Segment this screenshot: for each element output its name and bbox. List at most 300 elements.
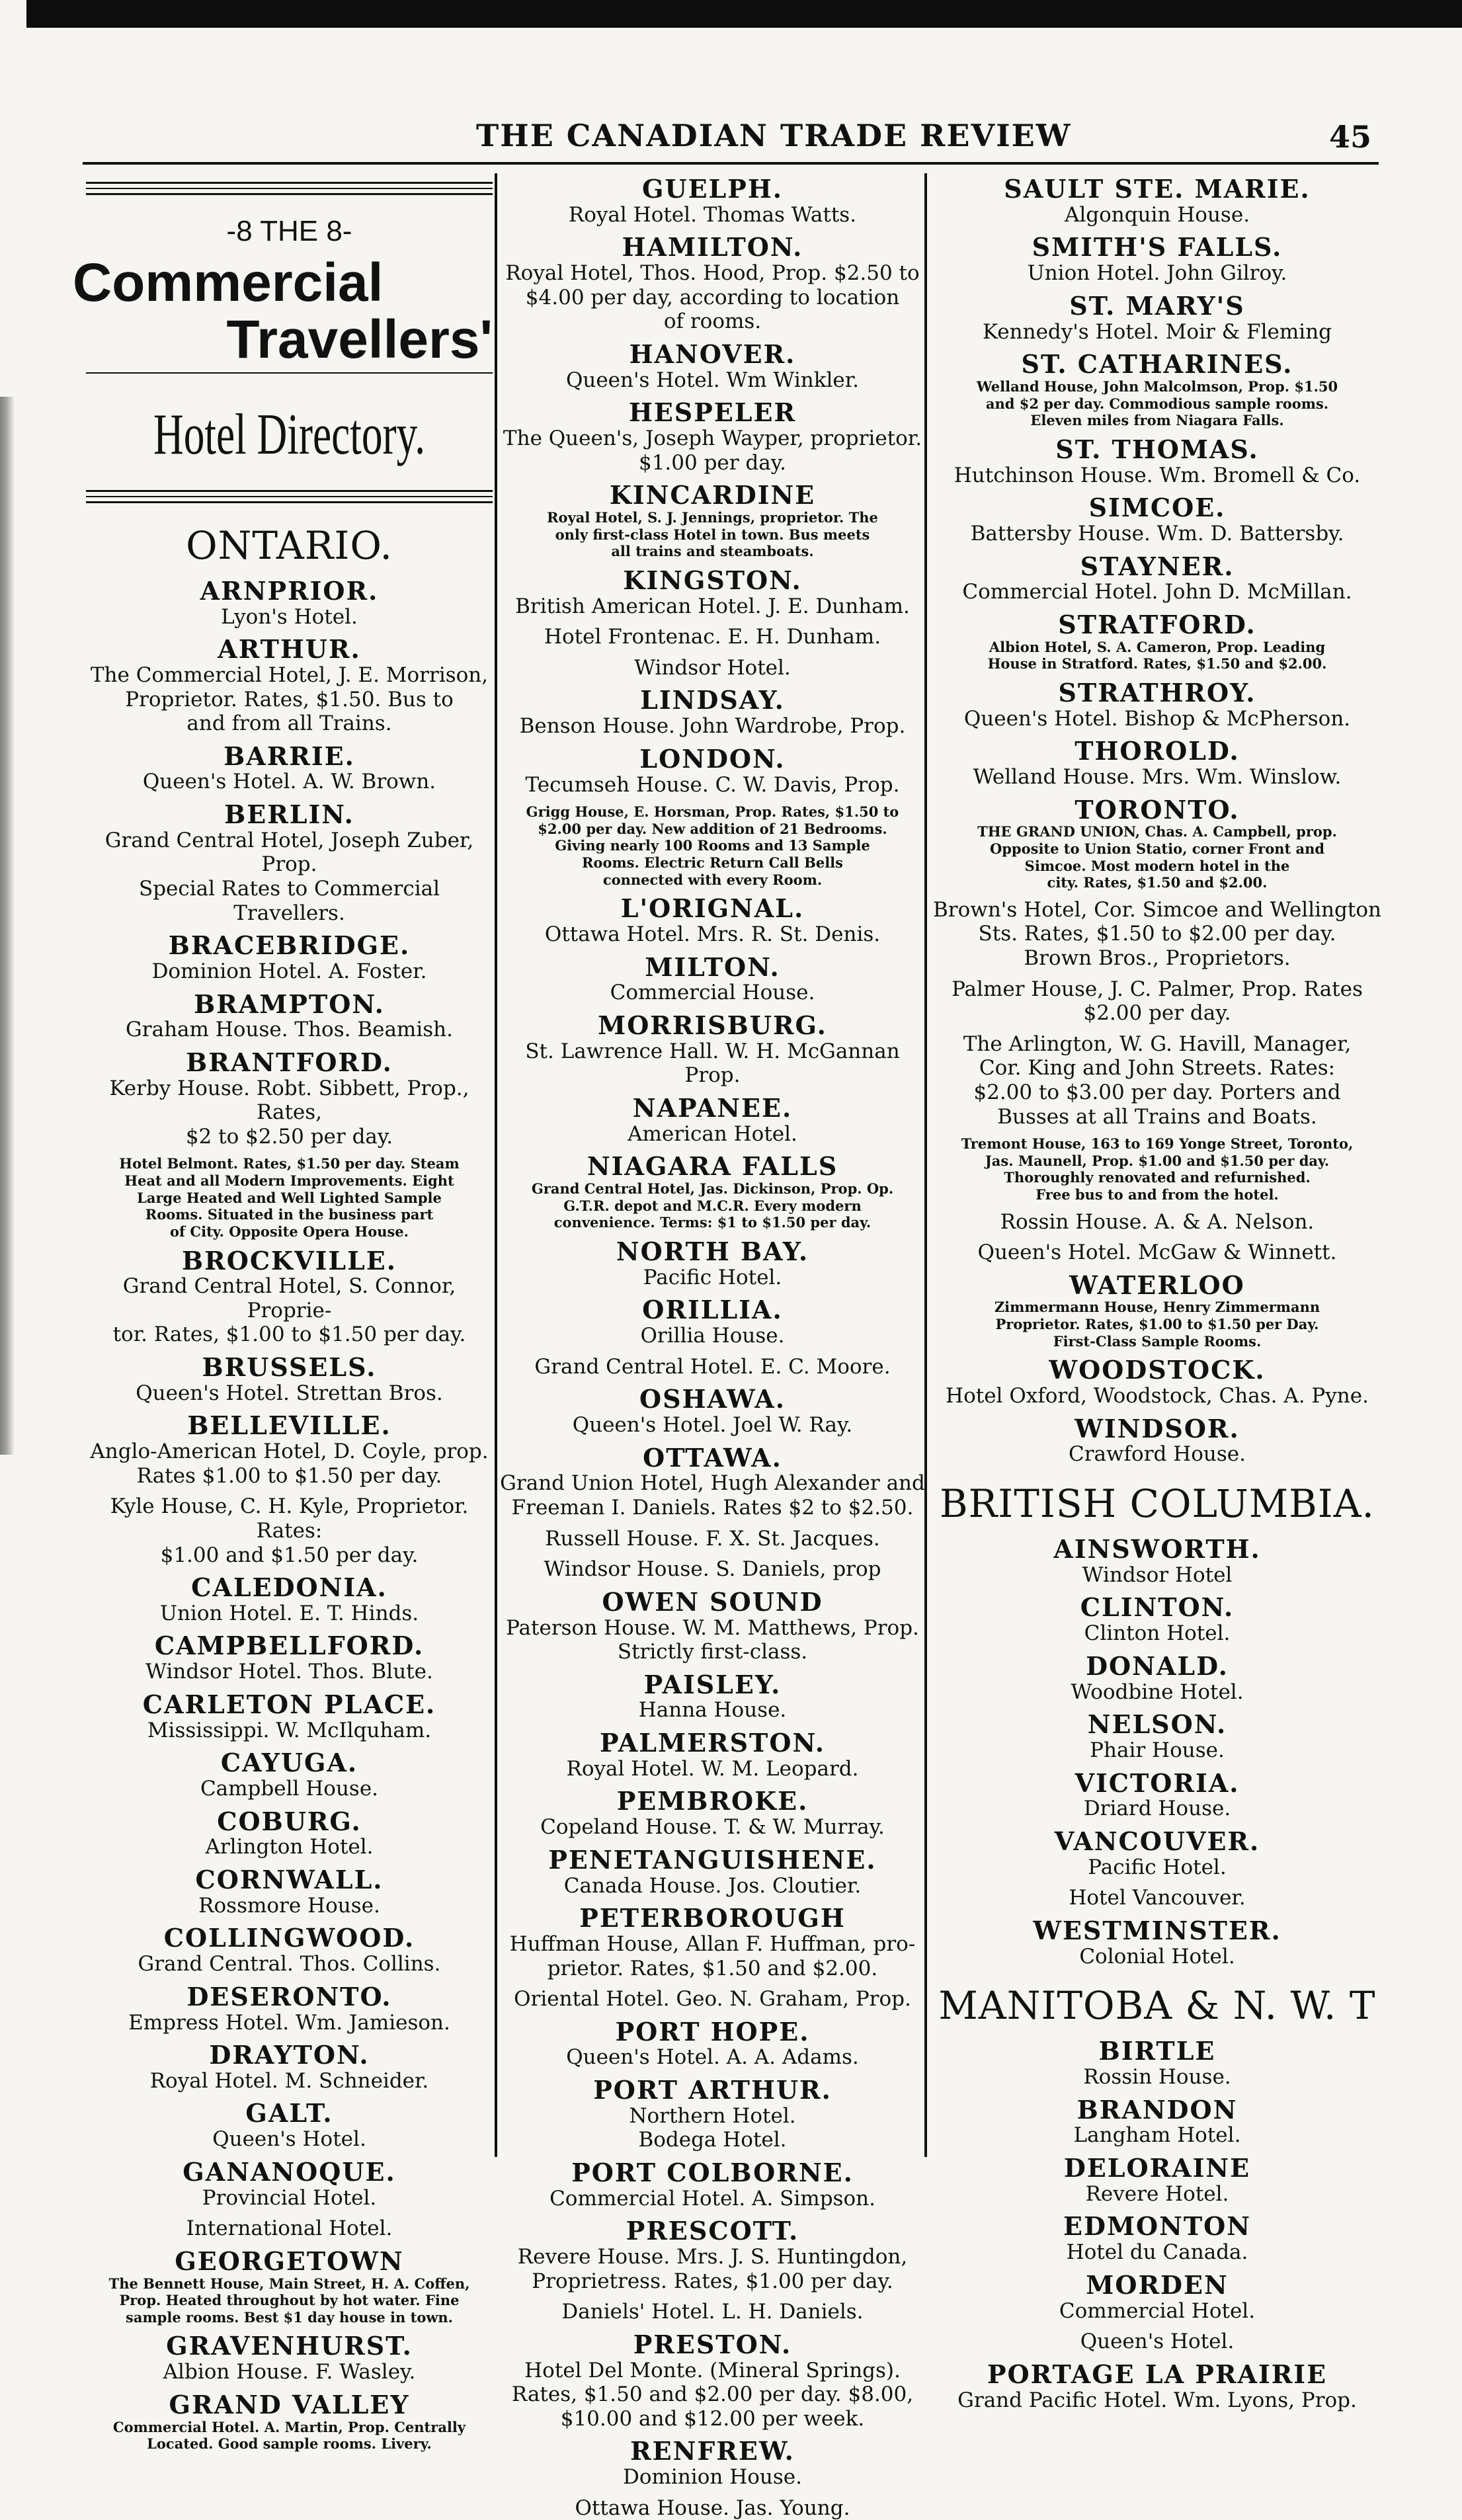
hotel-listing-line: Queen's Hotel. A. W. Brown. bbox=[142, 770, 436, 794]
town-name: DELORAINE bbox=[1063, 2153, 1251, 2183]
directory-entry bbox=[499, 1904, 926, 1980]
directory-entry bbox=[86, 2099, 493, 2151]
banner-rule bbox=[86, 496, 493, 497]
hotel-listing-line: Battersby House. Wm. D. Battersby. bbox=[970, 521, 1344, 546]
hotel-listing-line: Royal Hotel, Thos. Hood, Prop. $2.50 to bbox=[505, 261, 920, 286]
town-name: PALMERSTON. bbox=[600, 1728, 825, 1758]
hotel-listing-line: Hotel Del Monte. (Mineral Springs). bbox=[524, 2358, 901, 2382]
hotel-listing-line: Tecumseh House. C. W. Davis, Prop. bbox=[525, 772, 900, 797]
hotel-listing-line: Commercial Hotel. John D. McMillan. bbox=[962, 580, 1352, 604]
directory-entry bbox=[86, 743, 493, 794]
directory-entry bbox=[86, 635, 493, 736]
hotel-listing-line: Benson House. John Wardrobe, Prop. bbox=[519, 714, 906, 739]
hotel-listing-line: Campbell House. bbox=[200, 1777, 379, 1801]
hotel-listing-line: Kyle House, C. H. Kyle, Proprietor. bbox=[110, 1494, 469, 1519]
directory-entry bbox=[929, 2037, 1385, 2089]
directory-entry bbox=[86, 1354, 493, 1405]
directory-entry bbox=[929, 1032, 1385, 1129]
town-name: COBURG. bbox=[217, 1806, 362, 1836]
page-header-title: THE CANADIAN TRADE REVIEW bbox=[476, 118, 1072, 153]
hotel-listing-line: Rates $1.00 to $1.50 per day. bbox=[136, 1463, 442, 1488]
directory-entry bbox=[499, 1787, 926, 1839]
hotel-listing-line: Rooms. Electric Return Call Bells bbox=[581, 854, 843, 871]
hotel-listing-line: Pacific Hotel. bbox=[643, 1265, 782, 1289]
hotel-listing-line: Windsor Hotel. bbox=[634, 655, 791, 680]
directory-entry bbox=[499, 2217, 926, 2293]
directory-entry bbox=[499, 2437, 926, 2489]
hotel-listing-line: Jas. Maunell, Prop. $1.00 and $1.50 per day. bbox=[985, 1152, 1330, 1169]
directory-banner bbox=[73, 182, 493, 503]
hotel-listing-line: connected with every Room. bbox=[602, 871, 823, 888]
directory-entry bbox=[499, 1296, 926, 1348]
hotel-listing-line: Rossmore House. bbox=[198, 1893, 380, 1918]
hotel-listing-line: Dominion House. bbox=[623, 2465, 802, 2490]
hotel-listing-line: Ottawa House. Jas. Young. bbox=[575, 2496, 850, 2520]
hotel-listing-line: Hotel Vancouver. bbox=[1069, 1886, 1246, 1910]
hotel-listing-line: $2.00 per day. bbox=[1083, 1001, 1231, 1026]
directory-entry bbox=[86, 932, 493, 983]
hotel-listing-line: The Commercial Hotel, J. E. Morrison, bbox=[90, 663, 489, 687]
directory-entry bbox=[929, 2361, 1385, 2412]
hotel-listing-line: Rates: bbox=[256, 1518, 323, 1543]
directory-entry bbox=[86, 1574, 493, 1625]
town-name: BRACEBRIDGE. bbox=[168, 930, 411, 961]
directory-entry bbox=[929, 292, 1385, 344]
directory-entry bbox=[499, 1094, 926, 1146]
hotel-listing-line: St. Lawrence Hall. W. H. McGannan Prop. bbox=[525, 1039, 900, 1088]
hotel-listing-line: Orillia House. bbox=[640, 1324, 785, 1348]
town-name: GEORGETOWN bbox=[175, 2246, 404, 2276]
hotel-listing-line: Anglo-American Hotel, D. Coyle, prop. bbox=[90, 1440, 489, 1464]
town-name: BELLEVILLE. bbox=[187, 1410, 391, 1441]
directory-entry bbox=[86, 801, 493, 925]
hotel-listing-line: Grand Central. Thos. Collins. bbox=[138, 1952, 441, 1976]
hotel-listing-line: Clinton Hotel. bbox=[1084, 1621, 1231, 1646]
hotel-listing-line: Queen's Hotel. Joel W. Ray. bbox=[572, 1413, 853, 1438]
hotel-listing-line: $4.00 per day, according to location bbox=[525, 285, 900, 309]
directory-entry bbox=[499, 481, 926, 560]
hotel-listing-line: Rossin House. A. & A. Nelson. bbox=[1000, 1209, 1315, 1234]
hotel-listing-line: Canada House. Jos. Cloutier. bbox=[563, 1873, 862, 1898]
directory-entry bbox=[86, 1866, 493, 1918]
directory-entry bbox=[929, 1594, 1385, 1645]
hotel-listing-line: Northern Hotel. bbox=[629, 2103, 796, 2128]
hotel-listing-line: Royal Hotel, S. J. Jennings, proprietor. The bbox=[547, 509, 878, 526]
directory-entry bbox=[499, 2076, 926, 2152]
hotel-listing-line: Ottawa Hotel. Mrs. R. St. Denis. bbox=[544, 922, 881, 946]
town-name: DESERONTO. bbox=[186, 1981, 392, 2012]
hotel-listing-line: Opposite to Union Statio, corner Front and bbox=[989, 840, 1325, 858]
directory-entry bbox=[86, 1924, 493, 1976]
hotel-listing-line: Queen's Hotel. McGaw & Winnett. bbox=[977, 1240, 1337, 1265]
town-name: STRATHROY. bbox=[1058, 677, 1256, 708]
town-name: PETERBOROUGH bbox=[579, 1903, 846, 1933]
town-name: HESPELER bbox=[628, 397, 797, 428]
directory-entry bbox=[929, 1711, 1385, 1762]
town-name: OTTAWA. bbox=[643, 1442, 782, 1473]
hotel-listing-line: Colonial Hotel. bbox=[1079, 1944, 1235, 1969]
banner-the: -8 THE 8- bbox=[226, 215, 352, 247]
town-name: WOODSTOCK. bbox=[1049, 1355, 1266, 1385]
town-name: ORILLIA. bbox=[642, 1295, 783, 1325]
town-name: GUELPH. bbox=[642, 174, 783, 204]
hotel-listing-line: Special Rates to Commercial Travellers. bbox=[138, 877, 440, 925]
hotel-listing-line: Hotel Frontenac. E. H. Dunham. bbox=[544, 625, 881, 649]
town-name: LONDON. bbox=[639, 743, 786, 774]
hotel-listing-line: and from all Trains. bbox=[186, 711, 392, 736]
hotel-listing-line: Woodbine Hotel. bbox=[1071, 1680, 1244, 1704]
hotel-listing-line: Graham House. Thos. Beamish. bbox=[126, 1018, 453, 1042]
town-name: LINDSAY. bbox=[640, 685, 785, 715]
directory-entry bbox=[929, 494, 1385, 546]
directory-entry bbox=[499, 2018, 926, 2070]
directory-entry bbox=[499, 686, 926, 738]
hotel-listing-line: Cor. King and John Streets. Rates: bbox=[979, 1056, 1336, 1080]
banner-rule bbox=[86, 372, 493, 374]
directory-entry bbox=[86, 2332, 493, 2384]
directory-entry bbox=[929, 2330, 1385, 2354]
directory-entry bbox=[499, 745, 926, 797]
directory-entry bbox=[499, 2300, 926, 2324]
banner-commercial: Commercial bbox=[73, 253, 384, 313]
hotel-listing-line: Freeman I. Daniels. Rates $2 to $2.50. bbox=[511, 1495, 914, 1520]
hotel-listing-line: Queen's Hotel. bbox=[1080, 2330, 1235, 2354]
hotel-listing-line: Royal Hotel. Thomas Watts. bbox=[568, 202, 857, 227]
hotel-listing-line: Hanna House. bbox=[638, 1698, 787, 1723]
directory-entry bbox=[86, 2158, 493, 2210]
directory-entry bbox=[499, 1588, 926, 1664]
hotel-listing-line: Proprietor. Rates, $1.50. Bus to bbox=[125, 687, 454, 711]
hotel-listing-line: Provincial Hotel. bbox=[202, 2185, 377, 2210]
page-number: 45 bbox=[1329, 119, 1372, 155]
directory-entry bbox=[499, 175, 926, 227]
scan-left-edge bbox=[0, 397, 15, 1455]
directory-entry bbox=[86, 1749, 493, 1801]
directory-entry bbox=[86, 991, 493, 1042]
directory-entry bbox=[929, 796, 1385, 891]
directory-entry bbox=[499, 2331, 926, 2431]
hotel-listing-line: Hotel Belmont. Rates, $1.50 per day. Steam bbox=[119, 1155, 460, 1172]
directory-entry bbox=[86, 2041, 493, 2093]
hotel-listing-line: Large Heated and Well Lighted Sample bbox=[137, 1189, 442, 1206]
hotel-listing-line: sample rooms. Best $1 day house in town. bbox=[126, 2308, 453, 2326]
directory-entry bbox=[499, 1153, 926, 1231]
town-name: CALEDONIA. bbox=[191, 1572, 387, 1603]
directory-entry bbox=[499, 954, 926, 1005]
hotel-listing-line: Grand Central Hotel, Jas. Dickinson, Prop. Op. bbox=[531, 1180, 894, 1198]
banner-hotel-directory: Hotel Directory. bbox=[153, 403, 426, 467]
hotel-listing-line: Albion Hotel, S. A. Cameron, Prop. Leading bbox=[989, 638, 1326, 655]
town-name: PORT HOPE. bbox=[615, 2016, 810, 2047]
directory-entry bbox=[499, 1385, 926, 1437]
banner-rule bbox=[86, 182, 493, 184]
town-name: PRESTON. bbox=[633, 2329, 792, 2359]
directory-entry bbox=[499, 1355, 926, 1379]
hotel-listing-line: American Hotel. bbox=[628, 1121, 797, 1146]
hotel-listing-line: Union Hotel. E. T. Hinds. bbox=[159, 1601, 419, 1625]
town-name: STAYNER. bbox=[1080, 551, 1235, 581]
town-name: NAPANEE. bbox=[632, 1092, 793, 1123]
town-name: WINDSOR. bbox=[1075, 1413, 1240, 1443]
directory-entry bbox=[929, 2271, 1385, 2323]
town-name: BIRTLE bbox=[1098, 2036, 1216, 2066]
hotel-listing-line: Empress Hotel. Wm. Jamieson. bbox=[128, 2010, 450, 2035]
hotel-listing-line: Phair House. bbox=[1090, 1738, 1225, 1762]
directory-entry bbox=[86, 1691, 493, 1742]
directory-entry bbox=[929, 1272, 1385, 1350]
hotel-listing-line: Dominion Hotel. A. Foster. bbox=[151, 959, 427, 983]
hotel-listing-line: Royal Hotel. W. M. Leopard. bbox=[566, 1756, 859, 1781]
hotel-listing-line: British American Hotel. J. E. Dunham. bbox=[515, 594, 910, 618]
region-heading: BRITISH COLUMBIA. bbox=[940, 1481, 1375, 1527]
town-name: CARLETON PLACE. bbox=[142, 1689, 436, 1719]
hotel-listing-line: Queen's Hotel. Wm Winkler. bbox=[565, 368, 860, 392]
directory-entry bbox=[499, 656, 926, 680]
town-name: NELSON. bbox=[1087, 1709, 1227, 1740]
hotel-listing-line: Lyon's Hotel. bbox=[221, 604, 358, 629]
header-rule bbox=[83, 162, 1379, 165]
town-name: MORRISBURG. bbox=[598, 1010, 827, 1040]
directory-entry bbox=[499, 1987, 926, 2012]
hotel-listing-line: Albion House. F. Wasley. bbox=[163, 2360, 416, 2384]
hotel-listing-line: Brown Bros., Proprietors. bbox=[1024, 946, 1291, 971]
town-name: PAISLEY. bbox=[643, 1669, 782, 1699]
hotel-listing-line: Revere House. Mrs. J. S. Huntingdon, bbox=[517, 2245, 908, 2269]
directory-entry bbox=[929, 1135, 1385, 1203]
directory-entry bbox=[86, 2248, 493, 2326]
hotel-listing-line: Grand Central Hotel, S. Connor, Proprie- bbox=[122, 1274, 456, 1322]
town-name: STRATFORD. bbox=[1058, 609, 1256, 639]
directory-entry bbox=[929, 553, 1385, 604]
hotel-listing-line: Hutchinson House. Wm. Bromell & Co. bbox=[954, 463, 1361, 487]
directory-entry bbox=[499, 1238, 926, 1289]
directory-entry bbox=[86, 1155, 493, 1240]
column-right bbox=[929, 174, 1385, 2412]
hotel-listing-line: THE GRAND UNION, Chas. A. Campbell, prop. bbox=[977, 823, 1337, 840]
town-name: EDMONTON bbox=[1063, 2211, 1251, 2242]
town-name: PENETANGUISHENE. bbox=[548, 1844, 877, 1875]
directory-entry bbox=[499, 567, 926, 618]
directory-entry bbox=[929, 1240, 1385, 1265]
hotel-listing-line: Huffman House, Allan F. Huffman, pro- bbox=[509, 1931, 916, 1956]
hotel-listing-line: Giving nearly 100 Rooms and 13 Sample bbox=[555, 837, 870, 854]
hotel-listing-line: Daniels' Hotel. L. H. Daniels. bbox=[561, 2300, 864, 2324]
town-name: ARNPRIOR. bbox=[200, 575, 379, 606]
town-name: ST. THOMAS. bbox=[1055, 434, 1259, 464]
hotel-listing-line: Driard House. bbox=[1083, 1797, 1231, 1821]
town-name: CAYUGA. bbox=[220, 1748, 358, 1778]
column-left bbox=[73, 175, 493, 2453]
directory-entry bbox=[929, 233, 1385, 285]
town-name: PORT ARTHUR. bbox=[593, 2075, 832, 2105]
scan-top-border bbox=[26, 0, 1462, 28]
directory-entry bbox=[499, 2159, 926, 2211]
hotel-listing-line: city. Rates, $1.50 and $2.00. bbox=[1047, 874, 1268, 891]
town-name: PORT COLBORNE. bbox=[571, 2158, 854, 2188]
hotel-listing-line: Welland House. Mrs. Wm. Winslow. bbox=[973, 765, 1342, 790]
hotel-listing-line: $2.00 per day. New addition of 21 Bedrooms. bbox=[538, 820, 887, 837]
hotel-listing-line: Algonquin House. bbox=[1064, 202, 1250, 227]
hotel-listing-line: The Queen's, Joseph Wayper, proprietor. bbox=[503, 427, 922, 451]
banner-rule bbox=[86, 193, 493, 195]
directory-entry bbox=[929, 1535, 1385, 1587]
directory-entry bbox=[929, 737, 1385, 789]
hotel-listing-line: Thoroughly renovated and refurnished. bbox=[1004, 1169, 1311, 1186]
hotel-listing-line: Paterson House. W. M. Matthews, Prop. bbox=[506, 1615, 919, 1640]
hotel-listing-line: Tremont House, 163 to 169 Yonge Street, Toronto, bbox=[961, 1135, 1354, 1153]
region-heading: MANITOBA & N. W. T bbox=[938, 1983, 1376, 2029]
hotel-listing-line: Kerby House. Robt. Sibbett, Prop., Rates, bbox=[109, 1076, 469, 1125]
hotel-listing-line: Grand Union Hotel, Hugh Alexander and bbox=[500, 1471, 925, 1496]
hotel-listing-line: Rooms. Situated in the business part bbox=[145, 1206, 434, 1223]
hotel-listing-line: Located. Good sample rooms. Livery. bbox=[147, 2435, 432, 2453]
town-name: VICTORIA. bbox=[1075, 1768, 1240, 1798]
hotel-listing-line: Windsor Hotel. Thos. Blute. bbox=[145, 1660, 433, 1684]
hotel-listing-line: Commercial Hotel. A. Simpson. bbox=[549, 2186, 875, 2211]
directory-entry bbox=[929, 679, 1385, 731]
hotel-listing-line: Oriental Hotel. Geo. N. Graham, Prop. bbox=[514, 1987, 911, 2012]
hotel-listing-line: tor. Rates, $1.00 to $1.50 per day. bbox=[112, 1322, 466, 1347]
directory-entry bbox=[929, 2154, 1385, 2206]
directory-entry bbox=[929, 175, 1385, 227]
hotel-listing-line: Commercial Hotel. A. Martin, Prop. Centrally bbox=[112, 2418, 466, 2435]
hotel-listing-line: convenience. Terms: $1 to $1.50 per day. bbox=[553, 1214, 872, 1231]
banner-travellers: Travellers' bbox=[226, 309, 493, 370]
directory-entry bbox=[929, 1210, 1385, 1235]
hotel-listing-line: Grand Pacific Hotel. Wm. Lyons, Prop. bbox=[957, 2388, 1357, 2412]
hotel-listing-line: Revere Hotel. bbox=[1085, 2181, 1229, 2206]
directory-entry bbox=[929, 2096, 1385, 2148]
hotel-listing-line: Pacific Hotel. bbox=[1088, 1855, 1227, 1879]
directory-entry bbox=[499, 1444, 926, 1520]
town-name: AINSWORTH. bbox=[1053, 1534, 1261, 1565]
hotel-listing-line: Windsor House. S. Daniels, prop bbox=[544, 1557, 881, 1582]
banner-rule bbox=[86, 188, 493, 189]
directory-entry bbox=[499, 1846, 926, 1898]
directory-entry bbox=[86, 1808, 493, 1859]
directory-entry bbox=[86, 1412, 493, 1488]
town-name: GANANOQUE. bbox=[183, 2156, 396, 2187]
directory-entry bbox=[929, 1415, 1385, 1467]
town-name: PRESCOTT. bbox=[626, 2216, 799, 2246]
directory-entry bbox=[929, 350, 1385, 429]
hotel-listing-line: Prop. Heated throughout by hot water. Fine bbox=[119, 2292, 460, 2309]
directory-entry bbox=[929, 977, 1385, 1026]
directory-entry bbox=[499, 341, 926, 392]
directory-entry bbox=[499, 1012, 926, 1088]
town-name: BRUSSELS. bbox=[202, 1352, 377, 1383]
hotel-listing-line: Grand Central Hotel, Joseph Zuber, Prop. bbox=[104, 828, 474, 877]
hotel-listing-line: Busses at all Trains and Boats. bbox=[997, 1104, 1317, 1129]
hotel-listing-line: of City. Opposite Opera House. bbox=[170, 1223, 409, 1240]
directory-entry bbox=[929, 1769, 1385, 1821]
hotel-listing-line: Eleven miles from Niagara Falls. bbox=[1030, 412, 1284, 429]
town-name: RENFREW. bbox=[630, 2436, 795, 2466]
hotel-listing-line: Proprietress. Rates, $1.00 per day. bbox=[532, 2269, 893, 2293]
banner-rule bbox=[86, 501, 493, 503]
hotel-listing-line: only first-class Hotel in town. Bus meets bbox=[555, 526, 870, 543]
town-name: SIMCOE. bbox=[1088, 493, 1226, 523]
town-name: ARTHUR. bbox=[218, 634, 361, 665]
town-name: OSHAWA. bbox=[639, 1384, 786, 1414]
hotel-listing-line: Russell House. F. X. St. Jacques. bbox=[545, 1526, 880, 1551]
hotel-listing-line: Copeland House. T. & W. Murray. bbox=[540, 1815, 885, 1840]
region-heading: ONTARIO. bbox=[186, 522, 393, 568]
directory-entry bbox=[86, 1494, 493, 1567]
directory-entry bbox=[929, 436, 1385, 487]
directory-entry bbox=[929, 611, 1385, 672]
directory-entry bbox=[86, 2216, 493, 2241]
town-name: ST. CATHARINES. bbox=[1021, 349, 1293, 380]
column-middle bbox=[499, 174, 926, 2520]
directory-entry bbox=[929, 898, 1385, 971]
hotel-listing-line: Hotel du Canada. bbox=[1066, 2240, 1248, 2265]
hotel-listing-line: Palmer House, J. C. Palmer, Prop. Rates bbox=[952, 977, 1363, 1001]
hotel-listing-line: $1.00 and $1.50 per day. bbox=[160, 1543, 419, 1567]
hotel-listing-line: Mississippi. W. McIlquham. bbox=[147, 1718, 432, 1742]
town-name: DRAYTON. bbox=[209, 2040, 370, 2070]
town-name: CLINTON. bbox=[1080, 1592, 1235, 1623]
hotel-listing-line: Kennedy's Hotel. Moir & Fleming bbox=[982, 319, 1332, 344]
directory-entry bbox=[929, 1828, 1385, 1879]
directory-entry bbox=[86, 1247, 493, 1348]
hotel-listing-line: Grand Central Hotel. E. C. Moore. bbox=[534, 1354, 891, 1379]
hotel-listing-line: Brown's Hotel, Cor. Simcoe and Wellington bbox=[933, 897, 1381, 922]
town-name: BRANDON bbox=[1076, 2094, 1238, 2125]
town-name: MORDEN bbox=[1086, 2269, 1229, 2300]
town-name: COLLINGWOOD. bbox=[163, 1923, 415, 1953]
hotel-listing-line: Grigg House, E. Horsman, Prop. Rates, $1.50 to bbox=[526, 803, 899, 821]
town-name: TORONTO. bbox=[1075, 794, 1240, 825]
hotel-listing-line: Rates, $1.50 and $2.00 per day. $8.00, bbox=[511, 2382, 914, 2407]
directory-entry bbox=[499, 803, 926, 888]
town-name: OWEN SOUND bbox=[602, 1586, 823, 1617]
hotel-listing-line: Simcoe. Most modern hotel in the bbox=[1024, 857, 1290, 874]
hotel-listing-line: Union Hotel. John Gilroy. bbox=[1027, 261, 1287, 286]
town-name: BROCKVILLE. bbox=[182, 1245, 397, 1276]
hotel-listing-line: Sts. Rates, $1.50 to $2.00 per day. bbox=[978, 922, 1336, 946]
hotel-listing-line: Welland House, John Malcolmson, Prop. $1.50 bbox=[976, 378, 1338, 395]
town-name: KINGSTON. bbox=[623, 565, 802, 595]
town-name: GRAVENHURST. bbox=[166, 2331, 413, 2361]
directory-entry bbox=[499, 1729, 926, 1781]
directory-entry bbox=[86, 577, 493, 629]
directory-entry bbox=[499, 2496, 926, 2520]
hotel-listing-line: Heat and all Modern Improvements. Eight bbox=[124, 1172, 454, 1190]
hotel-listing-line: $1.00 per day. bbox=[638, 450, 787, 475]
town-name: DONALD. bbox=[1086, 1650, 1229, 1681]
hotel-listing-line: Hotel Oxford, Woodstock, Chas. A. Pyne. bbox=[946, 1384, 1369, 1408]
hotel-listing-line: Queen's Hotel. A. A. Adams. bbox=[566, 2045, 859, 2070]
town-name: HANOVER. bbox=[629, 339, 796, 369]
town-name: BRAMPTON. bbox=[194, 989, 385, 1019]
town-name: SAULT STE. MARIE. bbox=[1004, 174, 1311, 204]
hotel-listing-line: The Bennett House, Main Street, H. A. Coffen, bbox=[108, 2275, 470, 2292]
hotel-listing-line: $2.00 to $3.00 per day. Porters and bbox=[973, 1080, 1341, 1104]
town-name: SMITH'S FALLS. bbox=[1032, 232, 1283, 263]
hotel-listing-line: $2 to $2.50 per day. bbox=[185, 1124, 393, 1149]
town-name: THOROLD. bbox=[1075, 736, 1240, 766]
hotel-listing-line: Crawford House. bbox=[1069, 1442, 1246, 1467]
hotel-listing-line: Free bus to and from the hotel. bbox=[1036, 1186, 1279, 1203]
hotel-listing-line: Proprietor. Rates, $1.00 to $1.50 per Day. bbox=[995, 1316, 1319, 1333]
town-name: L'ORIGNAL. bbox=[620, 893, 805, 924]
directory-entry bbox=[86, 1049, 493, 1149]
town-name: BRANTFORD. bbox=[186, 1047, 393, 1077]
directory-entry bbox=[929, 1652, 1385, 1704]
hotel-listing-line: G.T.R. depot and M.C.R. Every modern bbox=[563, 1197, 862, 1214]
hotel-listing-line: $10.00 and $12.00 per week. bbox=[560, 2406, 865, 2431]
